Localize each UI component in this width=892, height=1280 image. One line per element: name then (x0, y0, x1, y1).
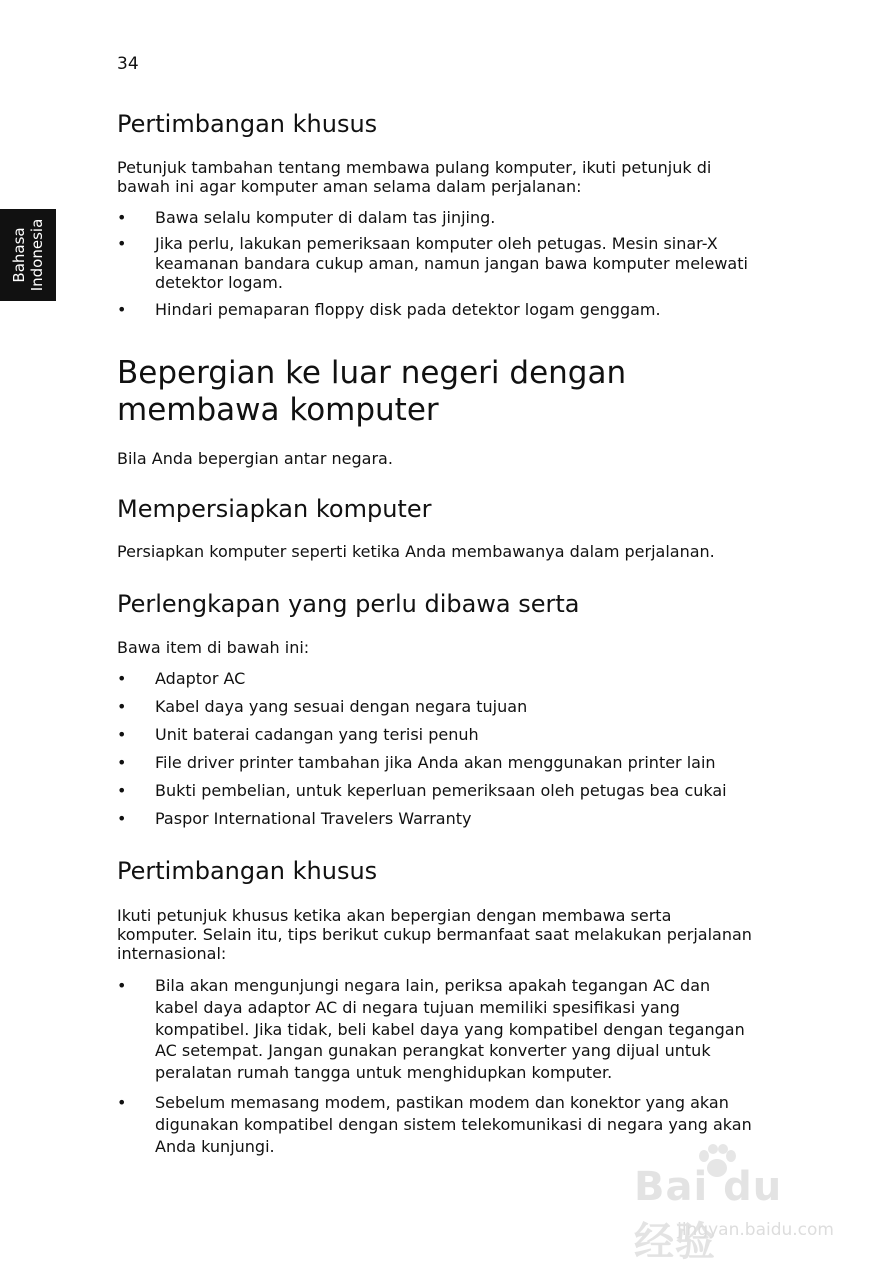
list-item: • Sebelum memasang modem, pastikan modem dan konektor yang akan digunakan kompatibel dengan sistem telekomunikasi di negara yang akan Anda kunjungi. (117, 1092, 752, 1156)
section-heading: Perlengkapan yang perlu dibawa serta (117, 590, 580, 618)
list-item: • Bawa selalu komputer di dalam tas jinjing. (117, 208, 496, 227)
list-item: • Kabel daya yang sesuai dengan negara tujuan (117, 697, 528, 716)
bullet-icon: • (117, 809, 127, 828)
baidu-watermark (634, 1144, 834, 1265)
side-tab-line-2: Indonesia (28, 218, 46, 292)
bullet-icon: • (117, 208, 127, 227)
section-intro: Ikuti petunjuk khusus ketika akan bepergian dengan membawa serta komputer. Selain itu, tips berikut cukup bermanfaat saat melakukan perjalanan internasional: (117, 906, 752, 963)
bullet-icon: • (117, 299, 127, 319)
bullet-icon: • (117, 753, 127, 772)
bullet-icon: • (117, 697, 127, 716)
watermark-logo: Bai du 经验 (634, 1164, 783, 1265)
list-item: • Jika perlu, lakukan pemeriksaan komputer oleh petugas. Mesin sinar-X keamanan bandara cukup aman, namun jangan bawa komputer melewati detektor logam. (117, 234, 748, 292)
bullet-icon: • (117, 976, 127, 995)
bullet-list (117, 668, 767, 836)
section-heading: Pertimbangan khusus (117, 857, 378, 885)
section-heading: Pertimbangan khusus (117, 110, 378, 138)
bullet-list (117, 207, 767, 320)
list-item: • File driver printer tambahan jika Anda akan menggunakan printer lain (117, 753, 716, 772)
list-item: • Bukti pembelian, untuk keperluan pemeriksaan oleh petugas bea cukai (117, 781, 727, 800)
list-item: • Adaptor AC (117, 669, 246, 688)
bullet-icon: • (117, 1092, 127, 1112)
list-item: • Paspor International Travelers Warranty (117, 809, 472, 828)
bullet-list (117, 975, 757, 1158)
list-item: • Hindari pemaparan floppy disk pada detektor logam genggam. (117, 299, 661, 319)
bullet-icon: • (117, 234, 127, 253)
section-intro: Bawa item di bawah ini: (117, 638, 310, 657)
page-number: 34 (117, 54, 139, 74)
bullet-icon: • (117, 669, 127, 688)
watermark-url: jingyan.baidu.com (677, 1220, 834, 1240)
section-intro: Petunjuk tambahan tentang membawa pulang komputer, ikuti petunjuk di bawah ini agar komputer aman selama dalam perjalanan: (117, 158, 712, 196)
section-heading: Mempersiapkan komputer (117, 495, 432, 523)
list-item: • Unit baterai cadangan yang terisi penuh (117, 725, 479, 744)
side-tab-line-1: Bahasa (10, 227, 28, 283)
chapter-title: Bepergian ke luar negeri dengan membawa komputer (117, 355, 627, 428)
list-item: • Bila akan mengunjungi negara lain, periksa apakah tegangan AC dan kabel daya adaptor AC di negara tujuan memiliki spesifikasi yang kompatibel. Jika tidak, beli kabel daya yang kompatibel dengan tegangan AC setempat. Jangan gunakan perangkat konverter yang dijual untuk peralatan rumah tangga untuk menghidupkan komputer. (117, 976, 745, 1083)
bullet-icon: • (117, 725, 127, 744)
chapter-intro: Bila Anda bepergian antar negara. (117, 449, 393, 468)
bullet-icon: • (117, 781, 127, 800)
language-side-tab (0, 209, 56, 301)
section-text: Persiapkan komputer seperti ketika Anda membawanya dalam perjalanan. (117, 542, 715, 561)
